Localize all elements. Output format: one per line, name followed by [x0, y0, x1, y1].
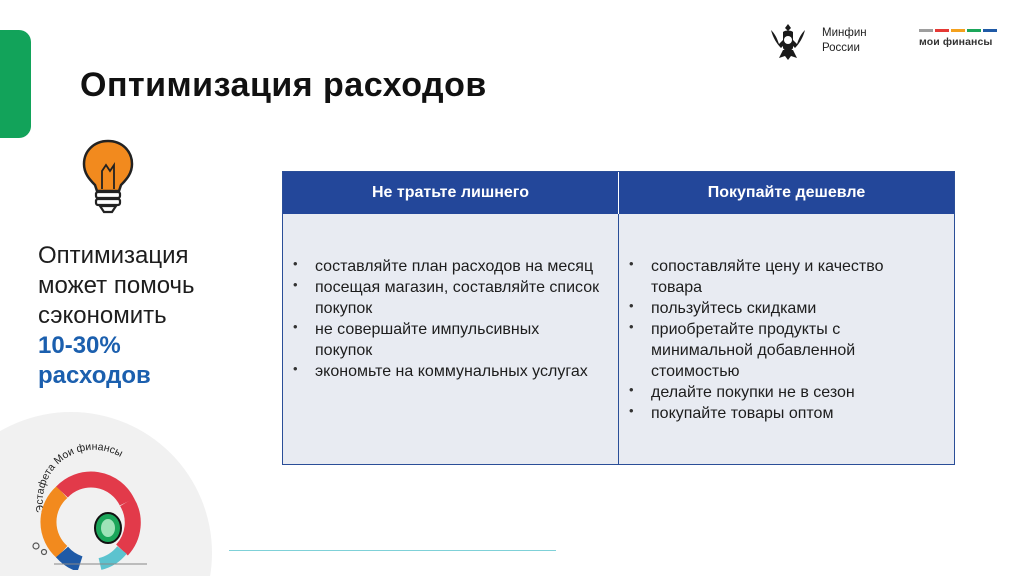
header-dont-overspend: Не тратьте лишнего: [283, 172, 619, 214]
left-column: [283, 214, 619, 464]
list-item: • делайте покупки не в сезон: [629, 382, 936, 403]
eagle-emblem-icon: [765, 18, 811, 64]
list-item: • покупайте товары оптом: [629, 403, 936, 424]
light-bulb-icon: [78, 137, 138, 215]
page-title: Оптимизация расходов: [80, 66, 487, 104]
list-item: • экономьте на коммунальных услугах: [293, 361, 600, 382]
list-item: • составляйте план расходов на месяц: [293, 256, 600, 277]
list-item: • посещая магазин, составляйте список покупок: [293, 277, 600, 319]
green-accent-tab: [0, 30, 31, 138]
brand-color-bars: [919, 29, 997, 32]
tips-table: [282, 171, 955, 465]
relay-logo-icon: [22, 440, 162, 570]
right-column: [619, 214, 954, 464]
list-item: • пользуйтесь скидками: [629, 298, 936, 319]
list-item: • приобретайте продукты с минимальной добавленной стоимостью: [629, 319, 936, 382]
list-item: • не совершайте импульсивных покупок: [293, 319, 600, 361]
list-item: • сопоставляйте цену и качество товара: [629, 256, 936, 298]
minfin-logo-text: Минфин России: [822, 27, 867, 54]
savings-highlight: 10-30% расходов: [38, 332, 151, 389]
header-buy-cheaper: Покупайте дешевле: [707, 184, 866, 201]
savings-note: Оптимизация может помочь сэкономить 10-30% расходов: [38, 241, 238, 391]
relay-logo-text: Эстафета Мои финансы: [33, 440, 125, 514]
moi-finansy-logo: мои финансы: [919, 29, 997, 48]
table-body: [283, 214, 954, 464]
footer-line: [229, 550, 556, 551]
table-header: [283, 172, 954, 214]
